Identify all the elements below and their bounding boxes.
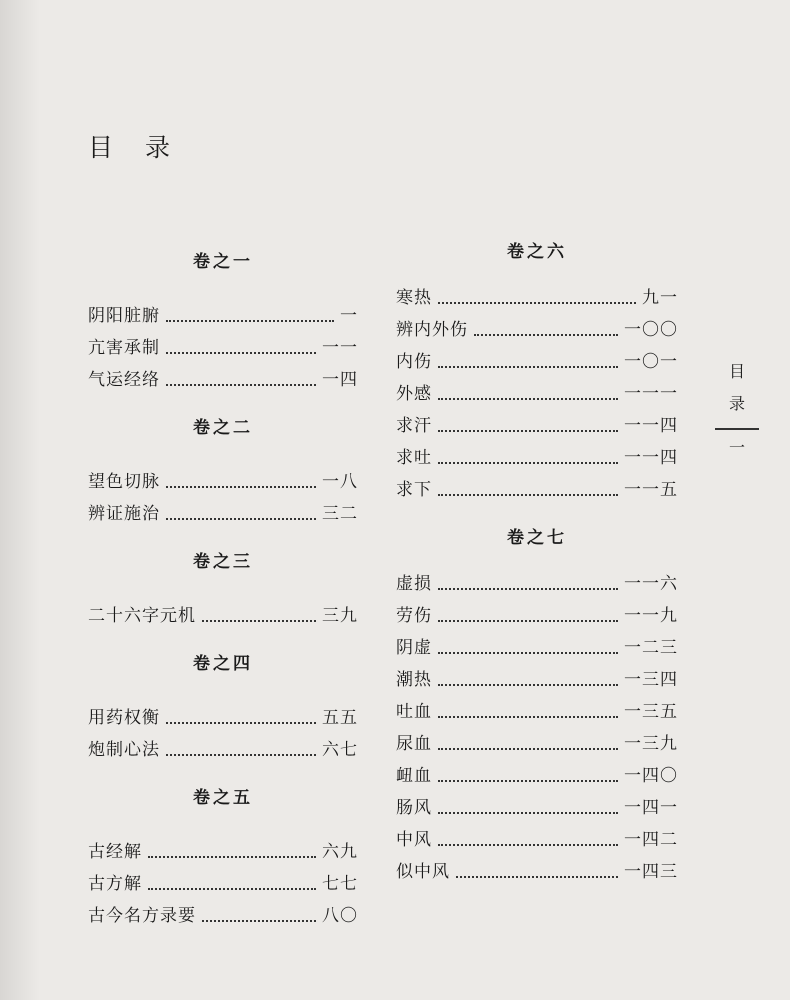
volume-heading: 卷之三 bbox=[193, 552, 253, 572]
dot-leader bbox=[166, 383, 316, 386]
toc-entry-title: 辨证施治 bbox=[88, 504, 160, 524]
toc-entry[interactable] bbox=[88, 466, 358, 498]
toc-entry-title: 辨内外伤 bbox=[396, 320, 468, 340]
toc-entry-title: 亢害承制 bbox=[88, 338, 160, 358]
dot-leader bbox=[438, 843, 618, 846]
dot-leader bbox=[438, 587, 618, 590]
toc-entry-title: 求下 bbox=[396, 480, 432, 500]
toc-entry-title: 中风 bbox=[396, 830, 432, 850]
toc-entry[interactable] bbox=[88, 600, 358, 632]
dot-leader bbox=[202, 919, 316, 922]
toc-entry-title: 肠风 bbox=[396, 798, 432, 818]
toc-entry-page-number: 一二三 bbox=[624, 638, 678, 658]
dot-leader bbox=[438, 493, 618, 496]
toc-entry-title: 尿血 bbox=[396, 734, 432, 754]
spacer bbox=[88, 574, 358, 600]
spacer bbox=[88, 274, 358, 300]
toc-entry[interactable] bbox=[88, 836, 358, 868]
toc-entry-page-number: 七七 bbox=[322, 874, 358, 894]
page-title: 目 录 bbox=[88, 133, 182, 162]
toc-entry-page-number: 一四三 bbox=[624, 862, 678, 882]
spacer bbox=[88, 530, 358, 550]
toc-entry-title: 求汗 bbox=[396, 416, 432, 436]
toc-entry[interactable] bbox=[396, 824, 678, 856]
toc-entry-title: 似中风 bbox=[396, 862, 450, 882]
toc-entry[interactable] bbox=[396, 378, 678, 410]
dot-leader bbox=[438, 461, 618, 464]
spacer bbox=[88, 440, 358, 466]
toc-entry-page-number: 一一一 bbox=[624, 384, 678, 404]
toc-entry[interactable] bbox=[396, 664, 678, 696]
toc-entry-title: 气运经络 bbox=[88, 370, 160, 390]
toc-entry-title: 二十六字元机 bbox=[88, 606, 196, 626]
volume-heading: 卷之一 bbox=[193, 252, 253, 272]
dot-leader bbox=[166, 753, 316, 756]
toc-entry-title: 阴虚 bbox=[396, 638, 432, 658]
dot-leader bbox=[438, 429, 618, 432]
toc-entry[interactable] bbox=[396, 856, 678, 888]
dot-leader bbox=[438, 365, 618, 368]
dot-leader bbox=[166, 485, 316, 488]
toc-entry-page-number: 三二 bbox=[322, 504, 358, 524]
toc-entry-page-number: 一〇一 bbox=[624, 352, 678, 372]
toc-entry-page-number: 一 bbox=[340, 306, 358, 326]
dot-leader bbox=[438, 397, 618, 400]
toc-entry[interactable] bbox=[396, 314, 678, 346]
toc-entry[interactable] bbox=[88, 702, 358, 734]
toc-entry[interactable] bbox=[88, 498, 358, 530]
toc-entry[interactable] bbox=[396, 600, 678, 632]
dot-leader bbox=[166, 351, 316, 354]
toc-entry[interactable] bbox=[88, 364, 358, 396]
volume-heading: 卷之五 bbox=[193, 788, 253, 808]
dot-leader bbox=[166, 319, 334, 322]
dot-leader bbox=[474, 333, 618, 336]
spacer bbox=[88, 810, 358, 836]
toc-entry[interactable] bbox=[396, 346, 678, 378]
dot-leader bbox=[456, 875, 618, 878]
dot-leader bbox=[438, 301, 636, 304]
toc-entry-page-number: 一一九 bbox=[624, 606, 678, 626]
toc-entry-page-number: 一四一 bbox=[624, 798, 678, 818]
toc-entry[interactable] bbox=[396, 728, 678, 760]
toc-entry[interactable] bbox=[396, 410, 678, 442]
toc-entry-page-number: 一四二 bbox=[624, 830, 678, 850]
toc-entry-title: 古方解 bbox=[88, 874, 142, 894]
dot-leader bbox=[438, 651, 618, 654]
dot-leader bbox=[438, 747, 618, 750]
toc-entry-page-number: 一四 bbox=[322, 370, 358, 390]
toc-entry-page-number: 一一五 bbox=[624, 480, 678, 500]
side-tab-divider bbox=[715, 428, 759, 430]
toc-entry-page-number: 六七 bbox=[322, 740, 358, 760]
toc-entry[interactable] bbox=[88, 300, 358, 332]
spacer bbox=[88, 396, 358, 416]
toc-entry-page-number: 一〇〇 bbox=[624, 320, 678, 340]
dot-leader bbox=[166, 721, 316, 724]
toc-entry-page-number: 一一六 bbox=[624, 574, 678, 594]
toc-entry-page-number: 一三五 bbox=[624, 702, 678, 722]
toc-entry-page-number: 一一四 bbox=[624, 416, 678, 436]
toc-entry-title: 阴阳脏腑 bbox=[88, 306, 160, 326]
spacer bbox=[396, 506, 678, 526]
dot-leader bbox=[438, 619, 618, 622]
volume-heading: 卷之四 bbox=[193, 654, 253, 674]
toc-entry-page-number: 六九 bbox=[322, 842, 358, 862]
toc-entry-title: 望色切脉 bbox=[88, 472, 160, 492]
toc-entry-page-number: 一四〇 bbox=[624, 766, 678, 786]
side-tab-char: 目 bbox=[728, 362, 745, 381]
toc-left-column bbox=[88, 250, 358, 932]
toc-entry[interactable] bbox=[396, 696, 678, 728]
dot-leader bbox=[438, 779, 618, 782]
toc-entry[interactable] bbox=[88, 868, 358, 900]
toc-entry-page-number: 五五 bbox=[322, 708, 358, 728]
toc-entry-title: 求吐 bbox=[396, 448, 432, 468]
spacer bbox=[396, 550, 678, 568]
side-tab-char: 录 bbox=[728, 394, 745, 413]
dot-leader bbox=[438, 683, 618, 686]
toc-entry-page-number: 一一 bbox=[322, 338, 358, 358]
toc-entry-page-number: 九一 bbox=[642, 288, 678, 308]
toc-entry-title: 外感 bbox=[396, 384, 432, 404]
toc-entry-page-number: 一三四 bbox=[624, 670, 678, 690]
toc-entry[interactable] bbox=[396, 474, 678, 506]
page-gutter-shadow bbox=[0, 0, 40, 1000]
toc-entry-title: 虚损 bbox=[396, 574, 432, 594]
toc-entry-title: 古今名方录要 bbox=[88, 906, 196, 926]
toc-entry-title: 古经解 bbox=[88, 842, 142, 862]
volume-heading: 卷之七 bbox=[507, 528, 567, 548]
toc-entry-page-number: 一八 bbox=[322, 472, 358, 492]
toc-entry-title: 衄血 bbox=[396, 766, 432, 786]
toc-entry[interactable] bbox=[88, 734, 358, 766]
spacer bbox=[396, 264, 678, 282]
spacer bbox=[88, 676, 358, 702]
toc-entry[interactable] bbox=[396, 632, 678, 664]
side-tab-page-number: 一 bbox=[728, 438, 745, 457]
volume-heading: 卷之六 bbox=[507, 242, 567, 262]
toc-entry[interactable] bbox=[396, 568, 678, 600]
toc-entry-page-number: 一一四 bbox=[624, 448, 678, 468]
toc-entry[interactable] bbox=[396, 442, 678, 474]
toc-entry-page-number: 三九 bbox=[322, 606, 358, 626]
toc-entry[interactable] bbox=[396, 792, 678, 824]
toc-entry-title: 炮制心法 bbox=[88, 740, 160, 760]
toc-entry-title: 劳伤 bbox=[396, 606, 432, 626]
section-side-tab bbox=[714, 356, 760, 458]
spacer bbox=[88, 766, 358, 786]
dot-leader bbox=[202, 619, 316, 622]
dot-leader bbox=[148, 855, 316, 858]
toc-entry-title: 内伤 bbox=[396, 352, 432, 372]
toc-entry-page-number: 八〇 bbox=[322, 906, 358, 926]
toc-entry-page-number: 一三九 bbox=[624, 734, 678, 754]
dot-leader bbox=[166, 517, 316, 520]
dot-leader bbox=[438, 715, 618, 718]
toc-entry[interactable] bbox=[88, 900, 358, 932]
toc-right-column bbox=[396, 240, 678, 888]
toc-entry[interactable] bbox=[396, 760, 678, 792]
toc-entry-title: 用药权衡 bbox=[88, 708, 160, 728]
toc-entry-title: 吐血 bbox=[396, 702, 432, 722]
toc-entry[interactable] bbox=[88, 332, 358, 364]
spacer bbox=[88, 632, 358, 652]
toc-entry[interactable] bbox=[396, 282, 678, 314]
toc-entry-title: 寒热 bbox=[396, 288, 432, 308]
dot-leader bbox=[148, 887, 316, 890]
dot-leader bbox=[438, 811, 618, 814]
toc-entry-title: 潮热 bbox=[396, 670, 432, 690]
volume-heading: 卷之二 bbox=[193, 418, 253, 438]
